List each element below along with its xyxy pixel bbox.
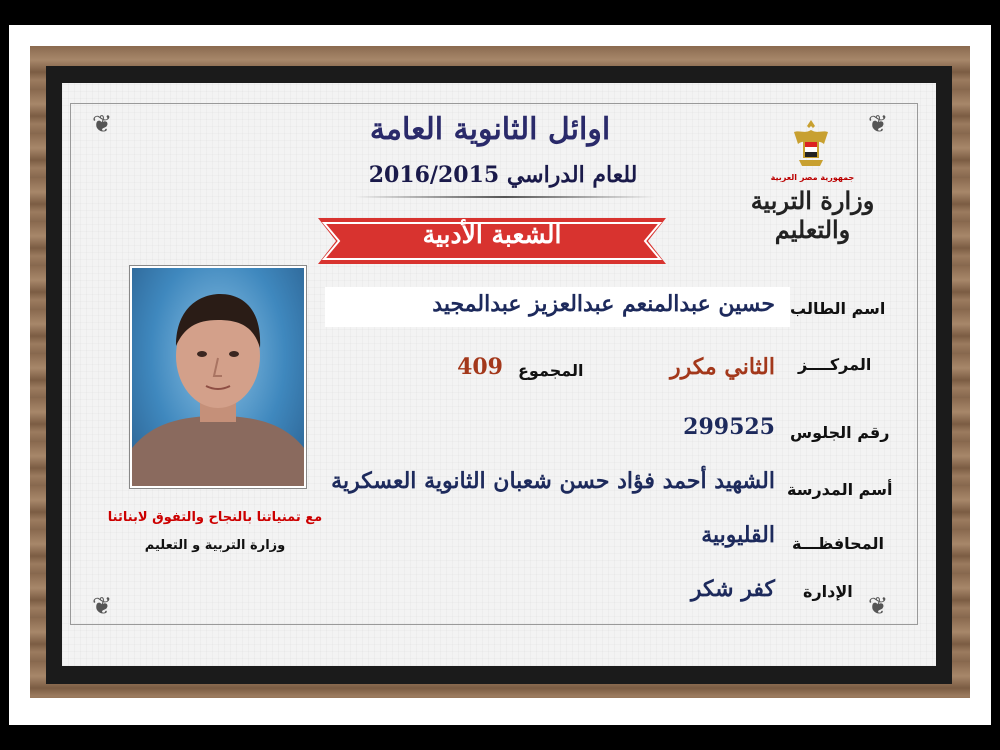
administration-label: الإدارة xyxy=(803,582,853,601)
title-divider xyxy=(355,196,655,198)
corner-ornament-icon: ❦ xyxy=(868,110,889,138)
total-value: 409 xyxy=(457,354,503,380)
corner-ornament-icon: ❦ xyxy=(92,110,113,138)
seat-number-value: 299525 xyxy=(683,414,775,440)
ministry-logo: وزارة التربية والتعليم xyxy=(750,186,875,244)
corner-ornament-icon: ❦ xyxy=(92,592,113,620)
student-photo xyxy=(130,266,306,488)
governorate-label: المحافظـــة xyxy=(792,534,884,553)
governorate-value: القليوبية xyxy=(701,522,775,548)
seat-number-label: رقم الجلوس xyxy=(790,423,890,442)
republic-caption: جمهورية مصر العربية xyxy=(770,173,855,182)
ministry-signature: وزارة التربية و التعليم xyxy=(144,538,286,553)
total-label: المجموع xyxy=(518,361,584,380)
name-label: اسم الطالب xyxy=(790,299,886,318)
rank-value: الثاني مكرر xyxy=(670,354,775,380)
rank-label: المركــــز xyxy=(798,355,872,374)
student-name: حسين عبدالمنعم عبدالعزيز عبدالمجيد xyxy=(432,291,775,317)
administration-value: كفر شكر xyxy=(690,576,775,602)
school-label: أسم المدرسة xyxy=(787,480,893,499)
school-value: الشهيد أحمد فؤاد حسن شعبان الثانوية العسكرية xyxy=(331,468,775,494)
certificate-title: اوائل الثانوية العامة xyxy=(369,112,611,147)
branch-label: الشعبة الأدبية xyxy=(422,220,562,249)
corner-ornament-icon: ❦ xyxy=(868,592,889,620)
eagle-emblem-icon xyxy=(790,118,832,172)
wish-message: مع تمنياتنا بالنجاح والتفوق لابنائنا xyxy=(107,510,323,525)
academic-year: للعام الدراسي 2016/2015 xyxy=(368,162,638,188)
